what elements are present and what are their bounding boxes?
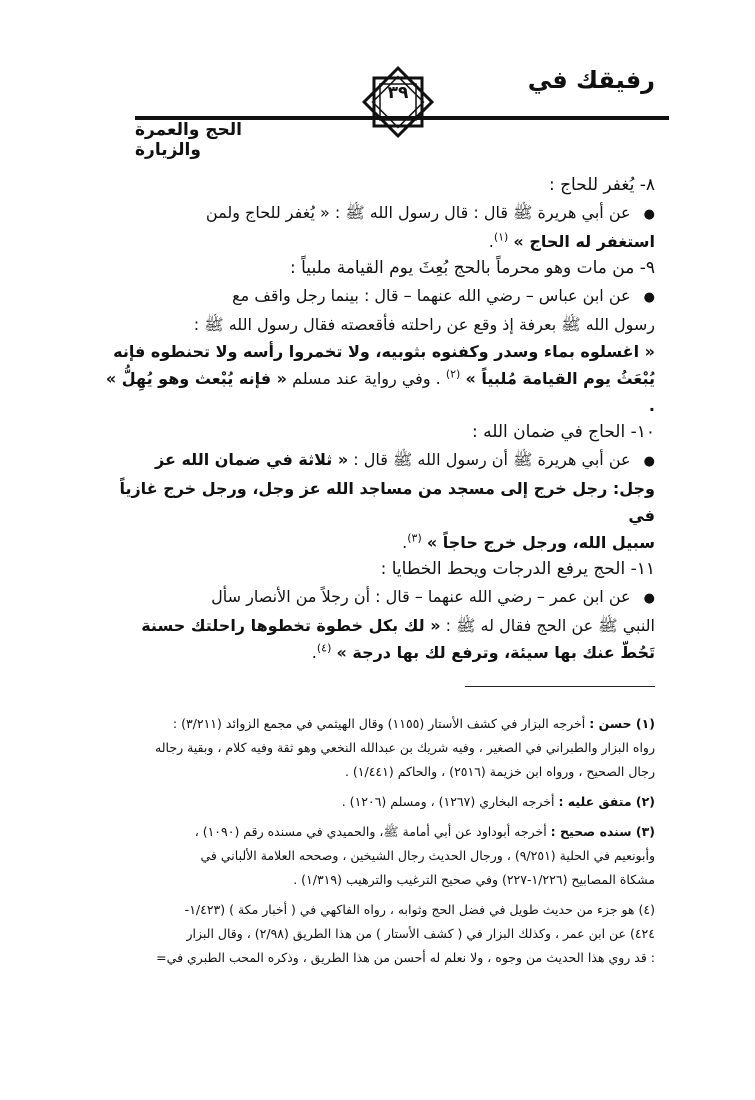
footnote-label: (٣) سنده صحيح : bbox=[550, 824, 655, 839]
footnote-text: رجال الصحيح ، ورواه ابن خزيمة (٢٥١٦) ، والحاكم (١/٤٤١) . bbox=[344, 764, 655, 779]
hadith-text: عن أبي هريرة ﷺ أن رسول الله ﷺ قال : bbox=[353, 450, 631, 469]
period: . bbox=[488, 232, 494, 251]
hadith-quote: « لك بكل خطوة تخطوها راحلتك حسنة bbox=[141, 616, 441, 635]
running-header-left: الحج والعمرة والزيارة bbox=[135, 120, 243, 160]
hadith-line bbox=[100, 365, 655, 419]
page-body bbox=[100, 172, 655, 666]
hadith-line bbox=[100, 583, 655, 612]
hadith-quote: تَحُطّ عنك بها سيئة، وترفع لك بها درجة » bbox=[336, 643, 655, 662]
hadith-text: عن أبي هريرة ﷺ قال : قال رسول الله ﷺ : « يُغفر للحاج ولمن bbox=[205, 203, 631, 222]
hadith-quote: سبيل الله، ورجل خرج حاجاً » bbox=[426, 533, 655, 552]
period: . bbox=[311, 643, 317, 662]
section-heading-11: ١١- الحج يرفع الدرجات ويحط الخطايا : bbox=[380, 559, 655, 579]
hadith-line bbox=[100, 282, 655, 311]
footnote-label: (١) حسن : bbox=[589, 716, 655, 731]
footnote-line bbox=[100, 820, 655, 844]
hadith-line bbox=[100, 199, 655, 228]
footnote-text: هو جزء من حديث طويل في فضل الحج وثوابه ، رواه الفاكهي في ( أخبار مكة ) (١/٤٢٣- bbox=[184, 902, 635, 917]
hadith-line bbox=[100, 639, 655, 666]
footnote-text: : قد روي هذا الحديث من وجوه ، ولا نعلم له أحسن من هذا الطريق ، وذكره المحب الطبري في= bbox=[156, 950, 655, 965]
hadith-line bbox=[100, 446, 655, 475]
footnote-label: (٢) متفق عليه : bbox=[558, 794, 655, 809]
section-heading-8: ٨- يُغفر للحاج : bbox=[548, 175, 655, 195]
hadith-quote: « اغسلوه بماء وسدر وكفنوه بثوبيه، ولا تخمروا رأسه ولا تحنطوه فإنه bbox=[113, 342, 655, 361]
bullet-icon: ● bbox=[643, 591, 655, 606]
footnote-text: رواه البزار والطبراني في الصغير ، وفيه شريك بن عبدالله النخعي وهو ثقة وفيه كلام ، وبقية رجاله bbox=[155, 740, 655, 755]
section-heading-9: ٩- من مات وهو محرماً بالحج بُعِثَ يوم القيامة ملبياً : bbox=[290, 258, 655, 278]
period: . bbox=[402, 533, 408, 552]
hadith-quote: « فإنه يُبْعث وهو يُهِلُّ » . bbox=[105, 369, 655, 415]
hadith-text: النبي ﷺ عن الحج فقال له ﷺ : bbox=[445, 616, 655, 635]
footnote-ref: (٢) bbox=[445, 367, 461, 381]
footnotes bbox=[100, 712, 655, 976]
footnote-line bbox=[100, 712, 655, 736]
section-heading-10: ١٠- الحاج في ضمان الله : bbox=[471, 422, 655, 442]
footnote-2 bbox=[100, 790, 655, 814]
footnote-ref: (٣) bbox=[407, 531, 422, 545]
footnote-text: أخرجه البزار في كشف الأستار (١١٥٥) وقال الهيثمي في مجمع الزوائد (٣/٢١١) : bbox=[172, 716, 586, 731]
footnote-text: ٤٢٤) عن ابن عمر ، وكذلك البزار في ( كشف الأستار ) من هذا الطريق (٢/٩٨) ، وقال البزار bbox=[186, 926, 655, 941]
hadith-quote: استغفر له الحاج » bbox=[513, 232, 655, 251]
footnote-text: أخرجه البخاري (١٢٦٧) ، ومسلم (١٢٠٦) . bbox=[341, 794, 555, 809]
footnote-4 bbox=[100, 898, 655, 970]
hadith-quote: « ثلاثة في ضمان الله عز bbox=[155, 450, 349, 469]
footnote-label: (٤) bbox=[638, 902, 655, 917]
page-number: ٣٩ bbox=[387, 83, 409, 103]
bullet-icon: ● bbox=[643, 290, 655, 305]
hadith-line bbox=[100, 529, 655, 556]
footnote-text: مشكاة المصابيح (١/٢٢٦-٢٢٧) وفي صحيح الترغيب والترهيب (١/٣١٩) . bbox=[293, 872, 655, 887]
footnote-text: وأبونعيم في الحلية (٩/٢٥١) ، ورجال الحديث رجال الشيخين ، وصححه العلامة الألباني في bbox=[200, 848, 655, 863]
hadith-text: عن ابن عباس – رضي الله عنهما – قال : بينما رجل واقف مع bbox=[232, 286, 631, 305]
footnote-1 bbox=[100, 712, 655, 784]
hadith-quote: يُبْعَثُ يوم القيامة مُلبياً » bbox=[465, 369, 655, 388]
running-header-right: رفيقك في bbox=[527, 66, 655, 94]
bullet-icon: ● bbox=[643, 454, 655, 469]
footnote-text: أخرجه أبوداود عن أبي أمامة ﷺ، والحميدي في مسنده رقم (١٠٩٠) ، bbox=[194, 824, 547, 839]
hadith-text: عن ابن عمر – رضي الله عنهما – قال : أن رجلاً من الأنصار سأل bbox=[211, 587, 631, 606]
hadith-quote: وجل: رجل خرج إلى مسجد من مساجد الله عز وجل، ورجل خرج غازياً في bbox=[119, 479, 655, 525]
footnote-separator bbox=[465, 686, 655, 687]
hadith-line bbox=[100, 228, 655, 255]
bullet-icon: ● bbox=[643, 207, 655, 222]
footnote-ref: (١) bbox=[493, 230, 509, 244]
hadith-text: . وفي رواية عند مسلم bbox=[292, 369, 441, 388]
footnote-line bbox=[100, 790, 655, 814]
hadith-line bbox=[100, 612, 655, 639]
footnote-3 bbox=[100, 820, 655, 892]
footnote-line bbox=[100, 898, 655, 922]
hadith-line: رسول الله ﷺ بعرفة إذ وقع عن راحلته فأقعصته فقال رسول الله ﷺ : bbox=[193, 315, 655, 334]
footnote-ref: (٤) bbox=[316, 641, 332, 655]
